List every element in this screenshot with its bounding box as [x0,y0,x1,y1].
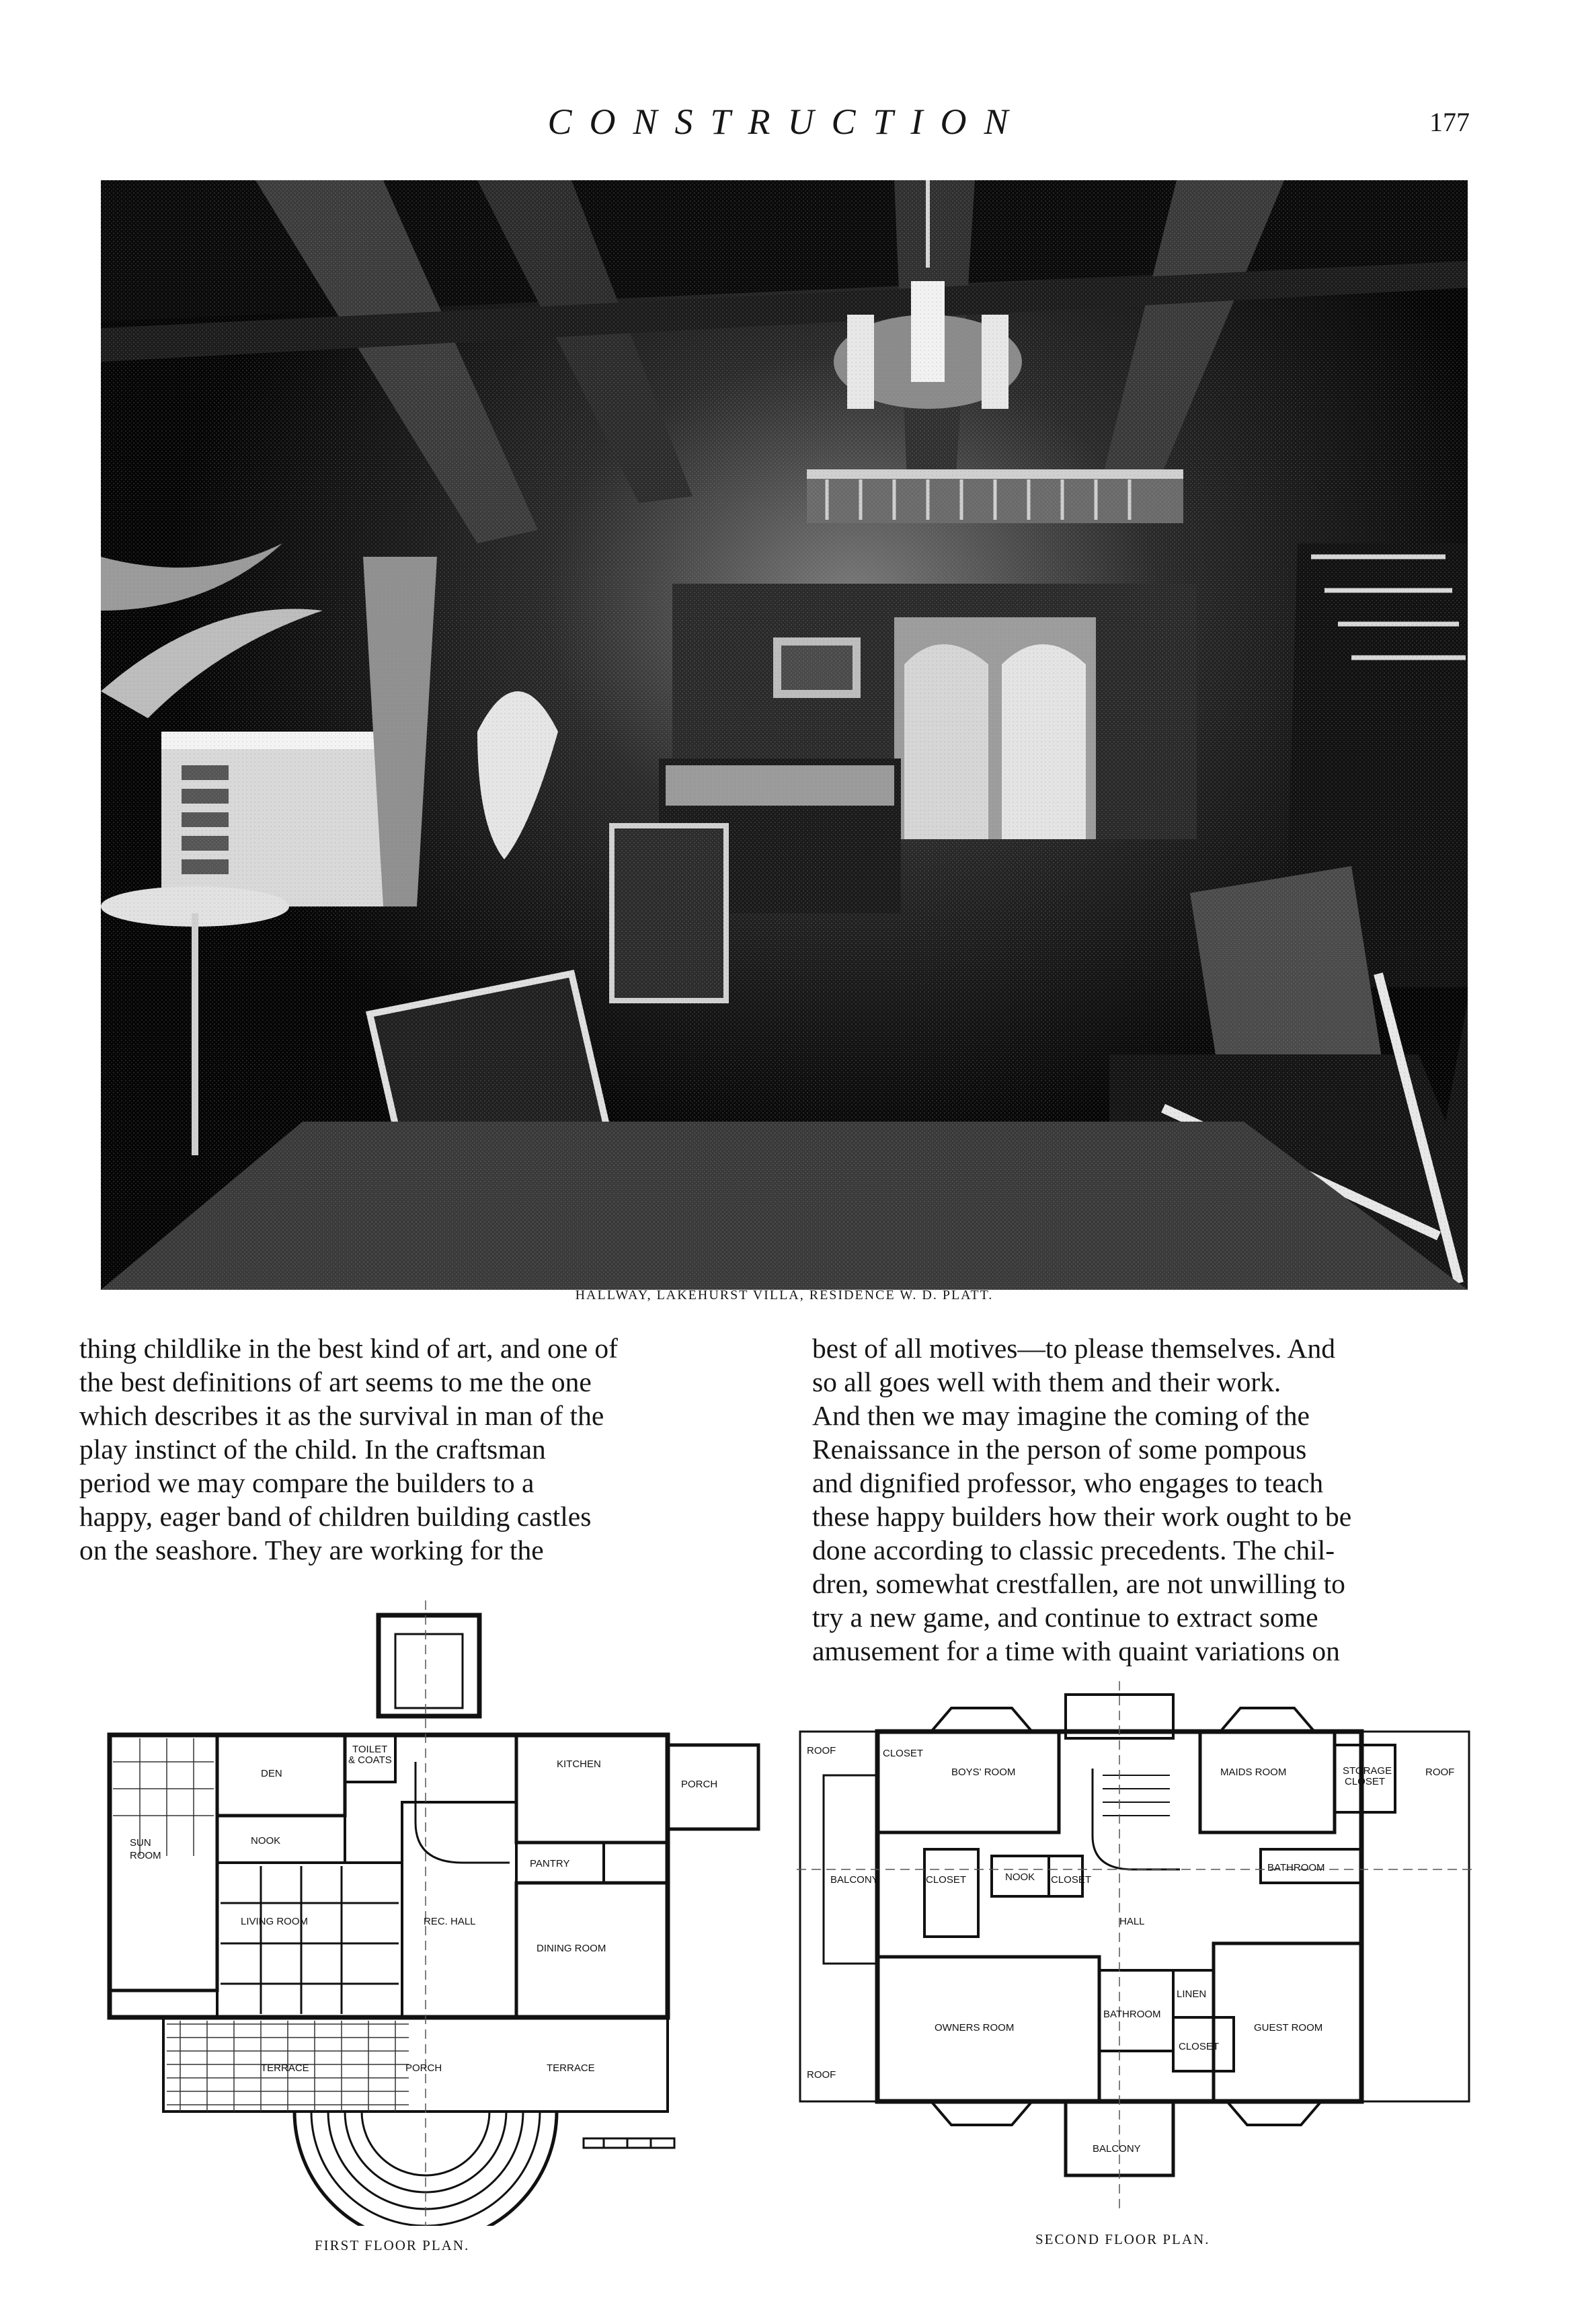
hallway-photograph [101,180,1468,1290]
text-line: try a new game, and continue to extract some [812,1602,1318,1633]
hallway-photograph-image [101,180,1468,1290]
first-floor-plan-drawing [100,1600,772,2226]
second-floor-plan-caption: SECOND FLOOR PLAN. [1035,2231,1210,2247]
room-label-roof-top-left: ROOF [807,1745,836,1756]
text-line: And then we may imagine the coming of the [812,1400,1310,1431]
room-label-nook: NOOK [251,1835,281,1847]
room-label-living-room: LIVING ROOM [241,1916,309,1927]
text-column-left [79,1331,748,1587]
text-line: these happy builders how their work ought to be [812,1501,1352,1532]
room-label-storage: STORAGE [1343,1765,1392,1777]
room-label-rec-hall: REC. HALL [424,1916,476,1927]
room-label-balcony-left: BALCONY [830,1874,879,1886]
text-line: amusement for a time with quaint variations on [812,1635,1340,1666]
room-label-closet-center: CLOSET [926,1874,967,1886]
room-label-porch-right: PORCH [681,1779,718,1790]
text-line: thing childlike in the best kind of art, and one of [79,1333,619,1364]
room-label-boys-room: BOYS' ROOM [951,1767,1016,1778]
room-label-closet-left: CLOSET [883,1748,924,1759]
room-label-closet-center-2: CLOSET [1051,1874,1092,1886]
text-line: and dignified professor, who engages to teach [812,1467,1324,1498]
text-line: best of all motives—to please themselves. And [812,1333,1335,1364]
text-line: play instinct of the child. In the craftsman [79,1434,546,1465]
text-line: done according to classic precedents. The chil- [812,1535,1335,1565]
text-line: the best definitions of art seems to me the one [79,1366,592,1397]
first-floor-plan [100,1600,772,2226]
room-label-coats: & COATS [348,1754,392,1766]
room-label-dining-room: DINING ROOM [537,1943,606,1954]
running-title: CONSTRUCTION [547,102,1026,142]
photo-caption: HALLWAY, LAKEHURST VILLA, RESIDENCE W. D. PLATT. [575,1288,994,1303]
room-label-balcony-bottom: BALCONY [1093,2143,1141,2155]
text-line: happy, eager band of children building castles [79,1501,592,1532]
text-line: which describes it as the survival in man of the [79,1400,604,1431]
room-label-room: ROOM [130,1850,161,1861]
first-floor-plan-caption: FIRST FLOOR PLAN. [315,2237,470,2253]
room-label-kitchen: KITCHEN [557,1758,601,1770]
room-label-closet-bottom: CLOSET [1179,2041,1220,2052]
text-line: dren, somewhat crestfallen, are not unwilling to [812,1568,1345,1599]
text-line: so all goes well with them and their work. [812,1366,1281,1397]
text-line: period we may compare the builders to a [79,1467,535,1498]
second-floor-plan [797,1681,1472,2212]
room-label-terrace-right: TERRACE [547,2062,595,2074]
text-line: Renaissance in the person of some pompous [812,1434,1307,1465]
room-label-porch-bottom: PORCH [405,2062,442,2074]
room-label-den: DEN [261,1768,282,1779]
room-label-hall: HALL [1119,1916,1145,1927]
room-label-roof-right: ROOF [1425,1767,1455,1778]
room-label-toilet: TOILET [352,1744,388,1755]
room-label-bathroom-right: BATHROOM [1267,1862,1325,1873]
room-label-guest-room: GUEST ROOM [1254,2022,1323,2034]
room-label-roof-bottom-left: ROOF [807,2069,836,2081]
room-label-nook: NOOK [1005,1871,1035,1883]
second-floor-plan-drawing [797,1681,1472,2212]
room-label-owners-room: OWNERS ROOM [935,2022,1015,2034]
text-column-right [812,1331,1481,1668]
room-label-terrace-left: TERRACE [261,2062,309,2074]
room-label-storage-closet: CLOSET [1345,1776,1386,1787]
page-number: 177 [1429,107,1470,137]
room-label-sun: SUN [130,1837,151,1849]
room-label-linen: LINEN [1177,1988,1207,2000]
room-label-maids-room: MAIDS ROOM [1220,1767,1287,1778]
text-line: on the seashore. They are working for the [79,1535,544,1565]
room-label-pantry: PANTRY [530,1858,570,1869]
room-label-bathroom-center: BATHROOM [1103,2009,1161,2020]
